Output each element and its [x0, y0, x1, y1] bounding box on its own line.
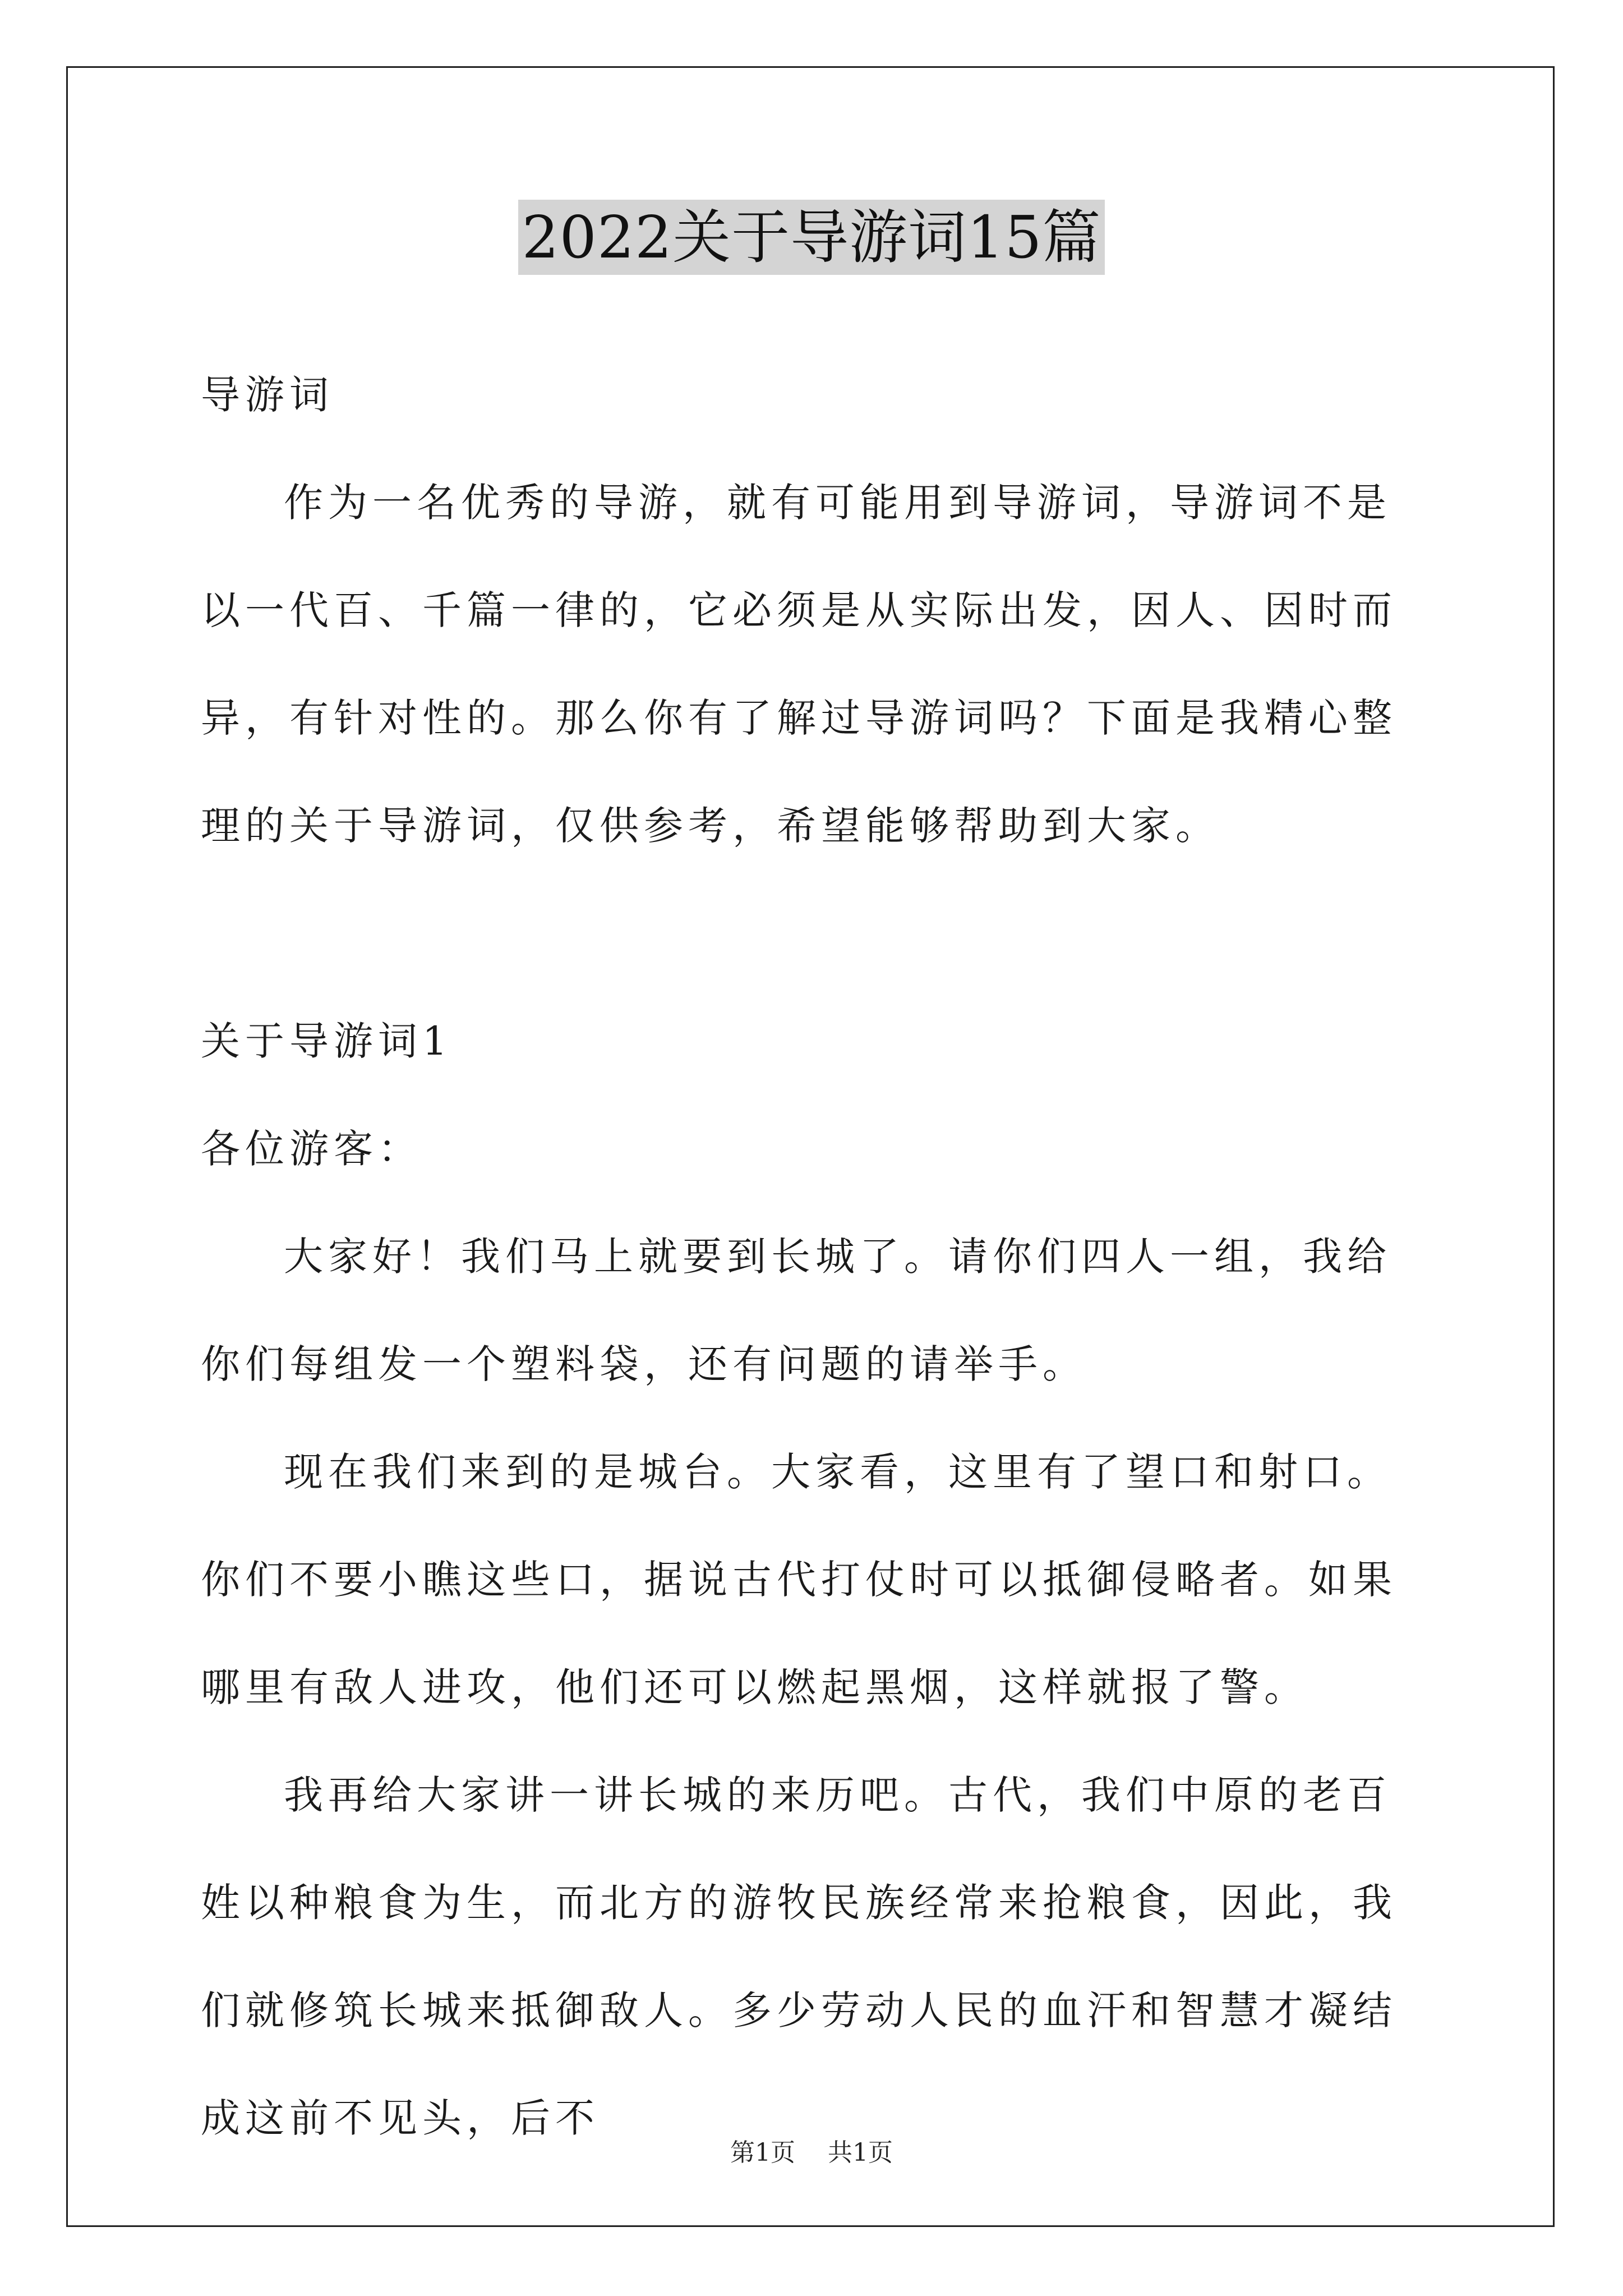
section-spacer [201, 880, 1435, 987]
body-paragraph: 大家好！我们马上就要到长城了。请你们四人一组，我给你们每组发一个塑料袋，还有问题的请举手。 [201, 1234, 1391, 1387]
body-paragraph: 现在我们来到的是城台。大家看，这里有了望口和射口。你们不要小瞧这些口，据说古代打仗时可以抵御侵略者。如果哪里有敌人进攻，他们还可以燃起黑烟，这样就报了警。 [201, 1449, 1397, 1710]
heading: 导游词 [201, 372, 334, 418]
document-title: 2022关于导游词15篇 [518, 200, 1104, 275]
page-footer [0, 2136, 1623, 2170]
document-body [201, 341, 1435, 2172]
greeting: 各位游客： [201, 1126, 422, 1172]
section-title: 关于导游词1 [201, 1018, 453, 1064]
title-container [0, 200, 1623, 275]
page-number: 第1页 [730, 2138, 795, 2167]
page-total: 共1页 [828, 2138, 893, 2167]
intro-paragraph: 作为一名优秀的导游，就有可能用到导游词，导游词不是以一代百、千篇一律的，它必须是从实际出发，因人、因时而异，有针对性的。那么你有了解过导游词吗？下面是我精心整理的关于导游词，仅供参考，希望能够帮助到大家。 [201, 480, 1397, 849]
body-paragraph: 我再给大家讲一讲长城的来历吧。古代，我们中原的老百姓以种粮食为生，而北方的游牧民族经常来抢粮食，因此，我们就修筑长城来抵御敌人。多少劳动人民的血汗和智慧才凝结成这前不见头，后不 [201, 1772, 1397, 2141]
